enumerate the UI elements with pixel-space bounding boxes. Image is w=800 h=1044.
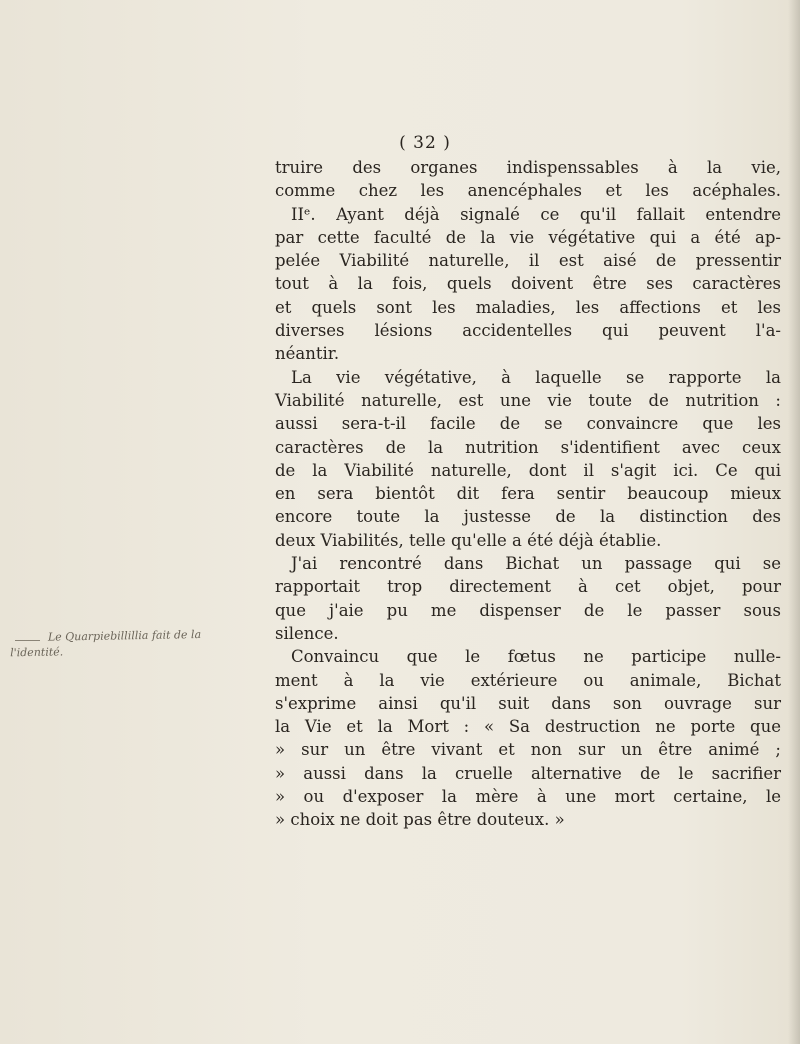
text-line: » choix ne doit pas être douteux. »	[275, 810, 565, 830]
text-line: silence.	[275, 623, 339, 643]
note-line: l'identité.	[10, 645, 64, 660]
text-line: la Vie et la Mort : « Sa destruction ne porte que	[275, 717, 781, 737]
text-line: que j'aie pu me dispenser de le passer sous	[275, 600, 781, 620]
note-line: Le Quarpiebillillia fait de la	[47, 627, 202, 644]
text-line: aussi sera-t-il facile de se convaincre que les	[275, 414, 781, 434]
text-line: Convaincu que le fœtus ne participe nulle-	[291, 647, 781, 667]
text-line: La vie végétative, à laquelle se rapporte la	[291, 367, 781, 387]
text-line: truire des organes indispenssables à la vie,	[275, 158, 781, 177]
page-number: ( 32 )	[399, 133, 451, 153]
text-line: en sera bientôt dit fera sentir beaucoup mieux	[275, 484, 781, 504]
text-line: encore toute la justesse de la distinction des	[275, 507, 781, 527]
text-line: » ou d'exposer la mère à une mort certaine, le	[275, 787, 781, 807]
text-line: J'ai rencontré dans Bichat un passage qui se	[291, 554, 781, 574]
text-line: pelée Viabilité naturelle, il est aisé de pressentir	[275, 251, 781, 271]
text-line: caractères de la nutrition s'identifient avec ceux	[275, 437, 781, 457]
text-line: par cette faculté de la vie végétative qui a été ap-	[275, 227, 781, 247]
body-text	[275, 156, 781, 832]
text-line: s'exprime ainsi qu'il suit dans son ouvrage sur	[275, 693, 781, 713]
text-line: IIᵉ. Ayant déjà signalé ce qu'il fallait entendre	[291, 204, 781, 224]
text-line: » sur un être vivant et non sur un être animé ;	[275, 740, 781, 760]
text-line: Viabilité naturelle, est une vie toute de nutrition :	[275, 390, 781, 410]
text-line: et quels sont les maladies, les affections et les	[275, 297, 781, 317]
text-line: ment à la vie extérieure ou animale, Bichat	[275, 670, 781, 690]
text-line: rapportait trop directement à cet objet, pour	[275, 577, 781, 597]
text-line: deux Viabilités, telle qu'elle a été déjà établie.	[275, 530, 662, 550]
text-line: de la Viabilité naturelle, dont il s'agit ici. Ce qui	[275, 460, 781, 480]
text-line: tout à la fois, quels doivent être ses caractères	[275, 274, 781, 294]
text-line: » aussi dans la cruelle alternative de le sacrifier	[275, 763, 781, 783]
text-line: comme chez les anencéphales et les acéphales.	[275, 181, 781, 201]
handwritten-margin-note	[10, 626, 275, 661]
text-line: diverses lésions accidentelles qui peuvent l'a-	[275, 321, 781, 341]
page-edge-shadow	[788, 0, 800, 1044]
text-line: néantir.	[275, 344, 340, 364]
